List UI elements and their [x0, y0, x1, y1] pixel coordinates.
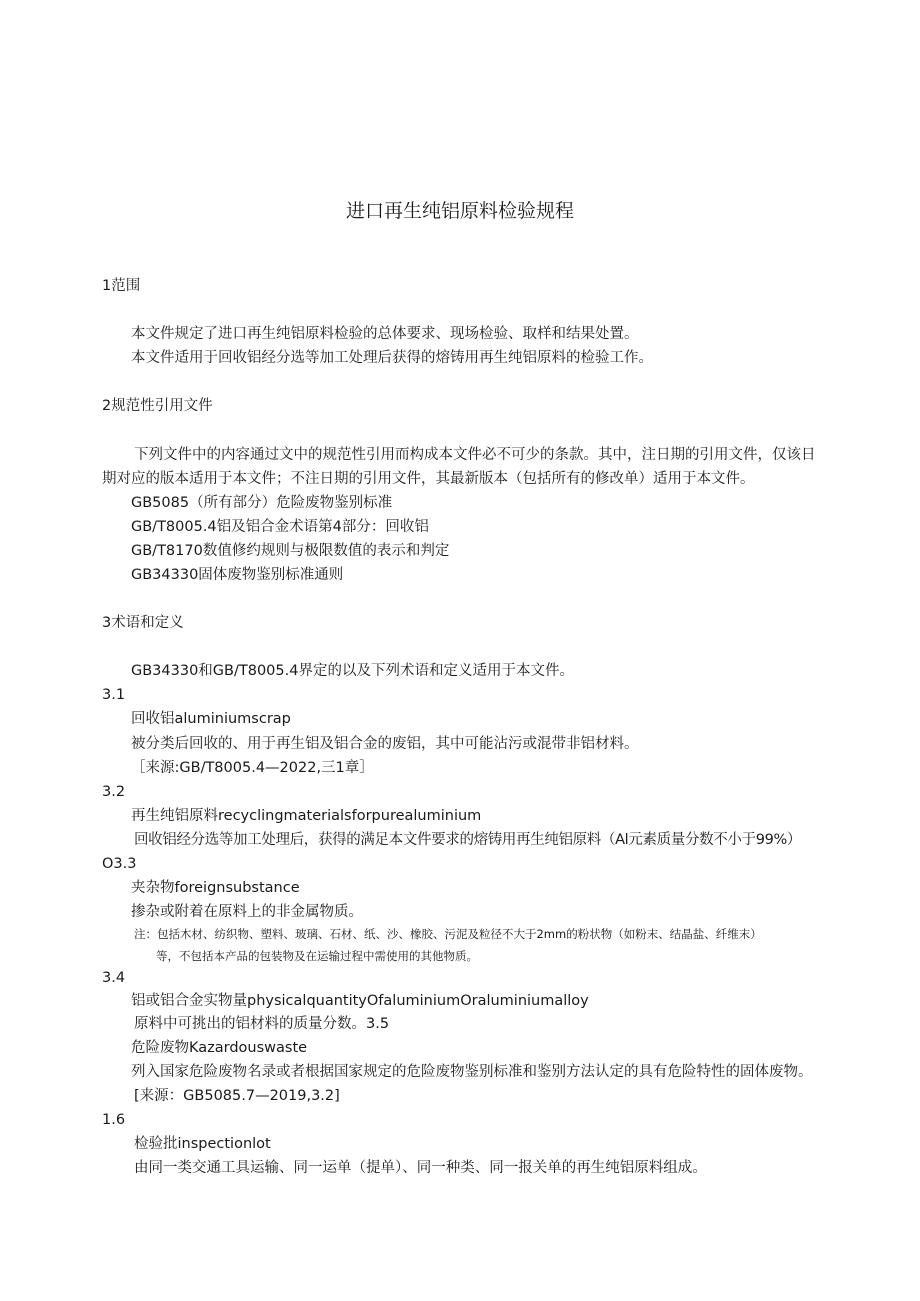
section-1-paragraph-1: 本文件规定了进口再生纯铝原料检验的总体要求、现场检验、取样和结果处置。: [131, 326, 639, 342]
section-2-heading: 2规范性引用文件: [102, 398, 213, 414]
term-definition: 被分类后回收的、用于再生铝及铝合金的废铝，其中可能沾污或混带非铝材料。: [131, 736, 639, 752]
term-number: 1.6: [102, 1112, 126, 1128]
section-2-intro-line-1: 下列文件中的内容通过文中的规范性引用而构成本文件必不可少的条款。其中，注日期的引用文件，仅该日: [134, 447, 816, 463]
term-name: 再生纯铝原料recyclingmaterialsforpurealuminium: [131, 808, 482, 824]
reference-item: GB5085（所有部分）危险废物鉴别标准: [131, 495, 393, 511]
term-definition: 回收铝经分选等加工处理后，获得的满足本文件要求的熔铸用再生纯铝原料（Al元素质量分数不小于99%）: [134, 832, 802, 848]
term-definition: 由同一类交通工具运输、同一运单（提单）、同一种类、同一报关单的再生纯铝原料组成。: [134, 1160, 707, 1176]
term-name: 铝或铝合金实物量physicalquantityOfaluminiumOraluminiumalloy: [131, 993, 589, 1009]
term-note-line-1: 注：包括木材、纺织物、塑料、玻璃、石材、纸、沙、橡胶、污泥及粒径不大于2mm的粉状物（如粉末、结晶盐、纤维末）: [134, 927, 762, 941]
term-number: O3.3: [102, 856, 137, 872]
term-definition: 原料中可挑出的铝材料的质量分数。3.5: [134, 1016, 390, 1032]
section-3-heading: 3术语和定义: [102, 615, 184, 631]
term-note-line-2: 等，不包括本产品的包装物及在运输过程中需使用的其他物质。: [156, 949, 478, 963]
section-1-paragraph-2: 本文件适用于回收铝经分选等加工处理后获得的熔铸用再生纯铝原料的检验工作。: [131, 350, 653, 366]
term-number: 3.4: [102, 970, 126, 986]
term-definition: 列入国家危险废物名录或者根据国家规定的危险废物鉴别标准和鉴别方法认定的具有危险特性的固体废物。: [131, 1064, 813, 1080]
reference-item: GB34330固体废物鉴别标准通则: [131, 567, 344, 583]
term-name: 夹杂物foreignsubstance: [131, 880, 300, 896]
term-name: 检验批inspectionlot: [134, 1136, 271, 1152]
term-name: 回收铝aluminiumscrap: [131, 711, 291, 727]
reference-item: GB/T8170数值修约规则与极限数值的表示和判定: [131, 543, 450, 559]
term-number: 3.1: [102, 687, 126, 703]
document-title: 进口再生纯铝原料检验规程: [345, 200, 574, 222]
term-definition: 掺杂或附着在原料上的非金属物质。: [131, 904, 363, 920]
term-name: 危险废物Kazardouswaste: [131, 1040, 308, 1056]
section-3-intro: GB34330和GB/T8005.4界定的以及下列术语和定义适用于本文件。: [131, 663, 574, 679]
section-1-heading: 1范围: [102, 278, 141, 294]
term-source: [来源：GB5085.7—2019,3.2]: [134, 1088, 340, 1104]
reference-item: GB/T8005.4铝及铝合金术语第4部分：回收铝: [131, 519, 429, 535]
term-source: ［来源:GB/T8005.4—2022,三1章］: [131, 760, 374, 776]
section-2-intro-line-2: 期对应的版本适用于本文件；不注日期的引用文件，其最新版本（包括所有的修改单）适用于本文件。: [102, 471, 755, 487]
term-number: 3.2: [102, 784, 126, 800]
